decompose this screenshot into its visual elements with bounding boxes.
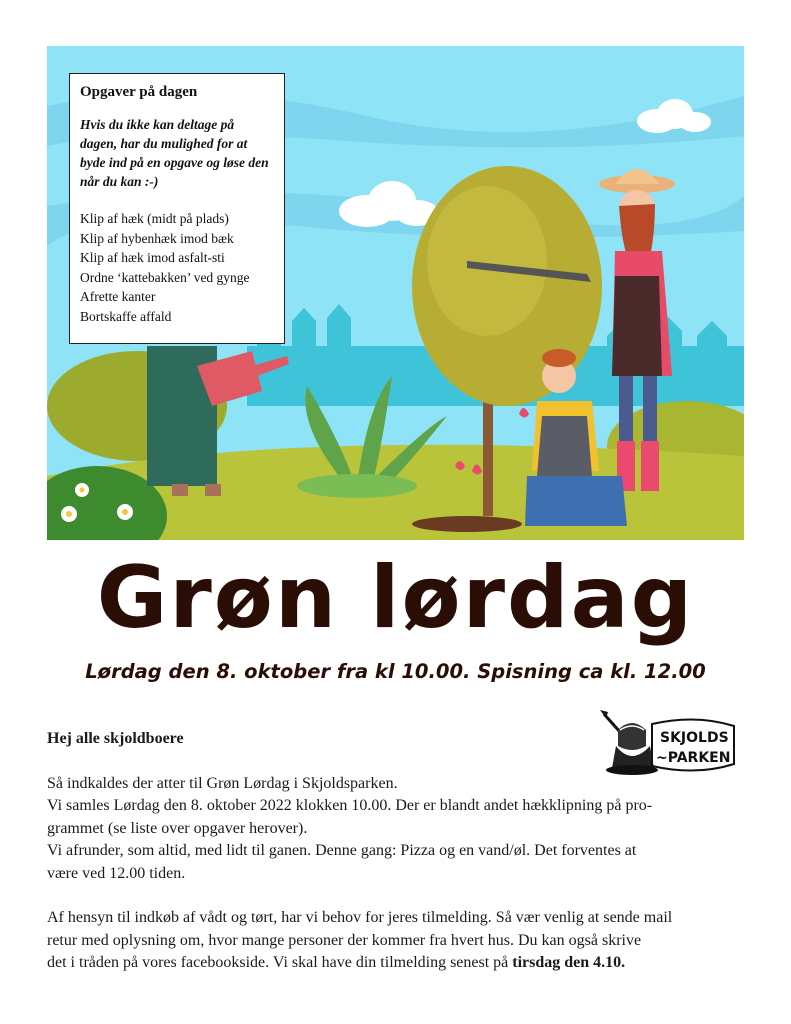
task-item: Bortskaffe affald bbox=[80, 308, 172, 324]
task-item: Afrette kanter bbox=[80, 289, 156, 304]
paragraph-gap bbox=[47, 885, 747, 907]
logo-text-line1: SKJOLDS bbox=[660, 730, 729, 746]
paragraph-4-line-3 bbox=[47, 952, 747, 975]
paragraph-2-line-1: Vi samles Lørdag den 8. oktober 2022 klokken 10.00. Der er blandt andet hækklipning på pro- bbox=[47, 797, 653, 814]
task-item: Klip af hæk imod asfalt-sti bbox=[80, 250, 225, 265]
paragraph-3-line-1: Vi afrunder, som altid, med lidt til ganen. Denne gang: Pizza og en vand/øl. Det forventes at bbox=[47, 842, 637, 859]
paragraph-4-line-2: retur med oplysning om, hvor mange personer der kommer fra hvert hus. Du kan også skrive bbox=[47, 931, 642, 949]
deadline: tirsdag den 4.10. bbox=[512, 954, 626, 971]
paragraph-4-line-1: Af hensyn til indkøb af vådt og tørt, har vi behov for jeres tilmelding. Så vær venlig at sende mail bbox=[47, 909, 673, 926]
paragraph-4-text: det i tråden på vores facebookside. Vi skal have din tilmelding senest på bbox=[47, 954, 509, 971]
task-box-title: Opgaver på dagen bbox=[80, 84, 198, 100]
paragraph-2-line-2: grammet (se liste over opgaver herover). bbox=[47, 819, 308, 837]
task-item: Klip af hybenhæk imod bæk bbox=[80, 230, 234, 246]
task-box-intro: Hvis du ikke kan deltage på dagen, har du mulighed for at byde ind på en opgave og løse den når du kan :-) bbox=[80, 117, 269, 189]
page-title: Grøn lørdag bbox=[96, 548, 695, 648]
letter-body bbox=[47, 728, 747, 975]
paragraph-1: Så indkaldes der atter til Grøn Lørdag i Skjoldsparken. bbox=[47, 774, 398, 792]
task-box bbox=[69, 73, 285, 344]
paragraph-3-line-2: være ved 12.00 tiden. bbox=[47, 864, 186, 882]
task-item: Ordne ‘kattebakken’ ved gynge bbox=[80, 269, 250, 285]
event-subtitle: Lørdag den 8. oktober fra kl 10.00. Spisning ca kl. 12.00 bbox=[85, 660, 706, 683]
logo-text-line2: ~PARKEN bbox=[656, 750, 731, 766]
greeting: Hej alle skjoldboere bbox=[47, 730, 184, 747]
task-list bbox=[80, 209, 274, 326]
task-item: Klip af hæk (midt på plads) bbox=[80, 211, 229, 226]
